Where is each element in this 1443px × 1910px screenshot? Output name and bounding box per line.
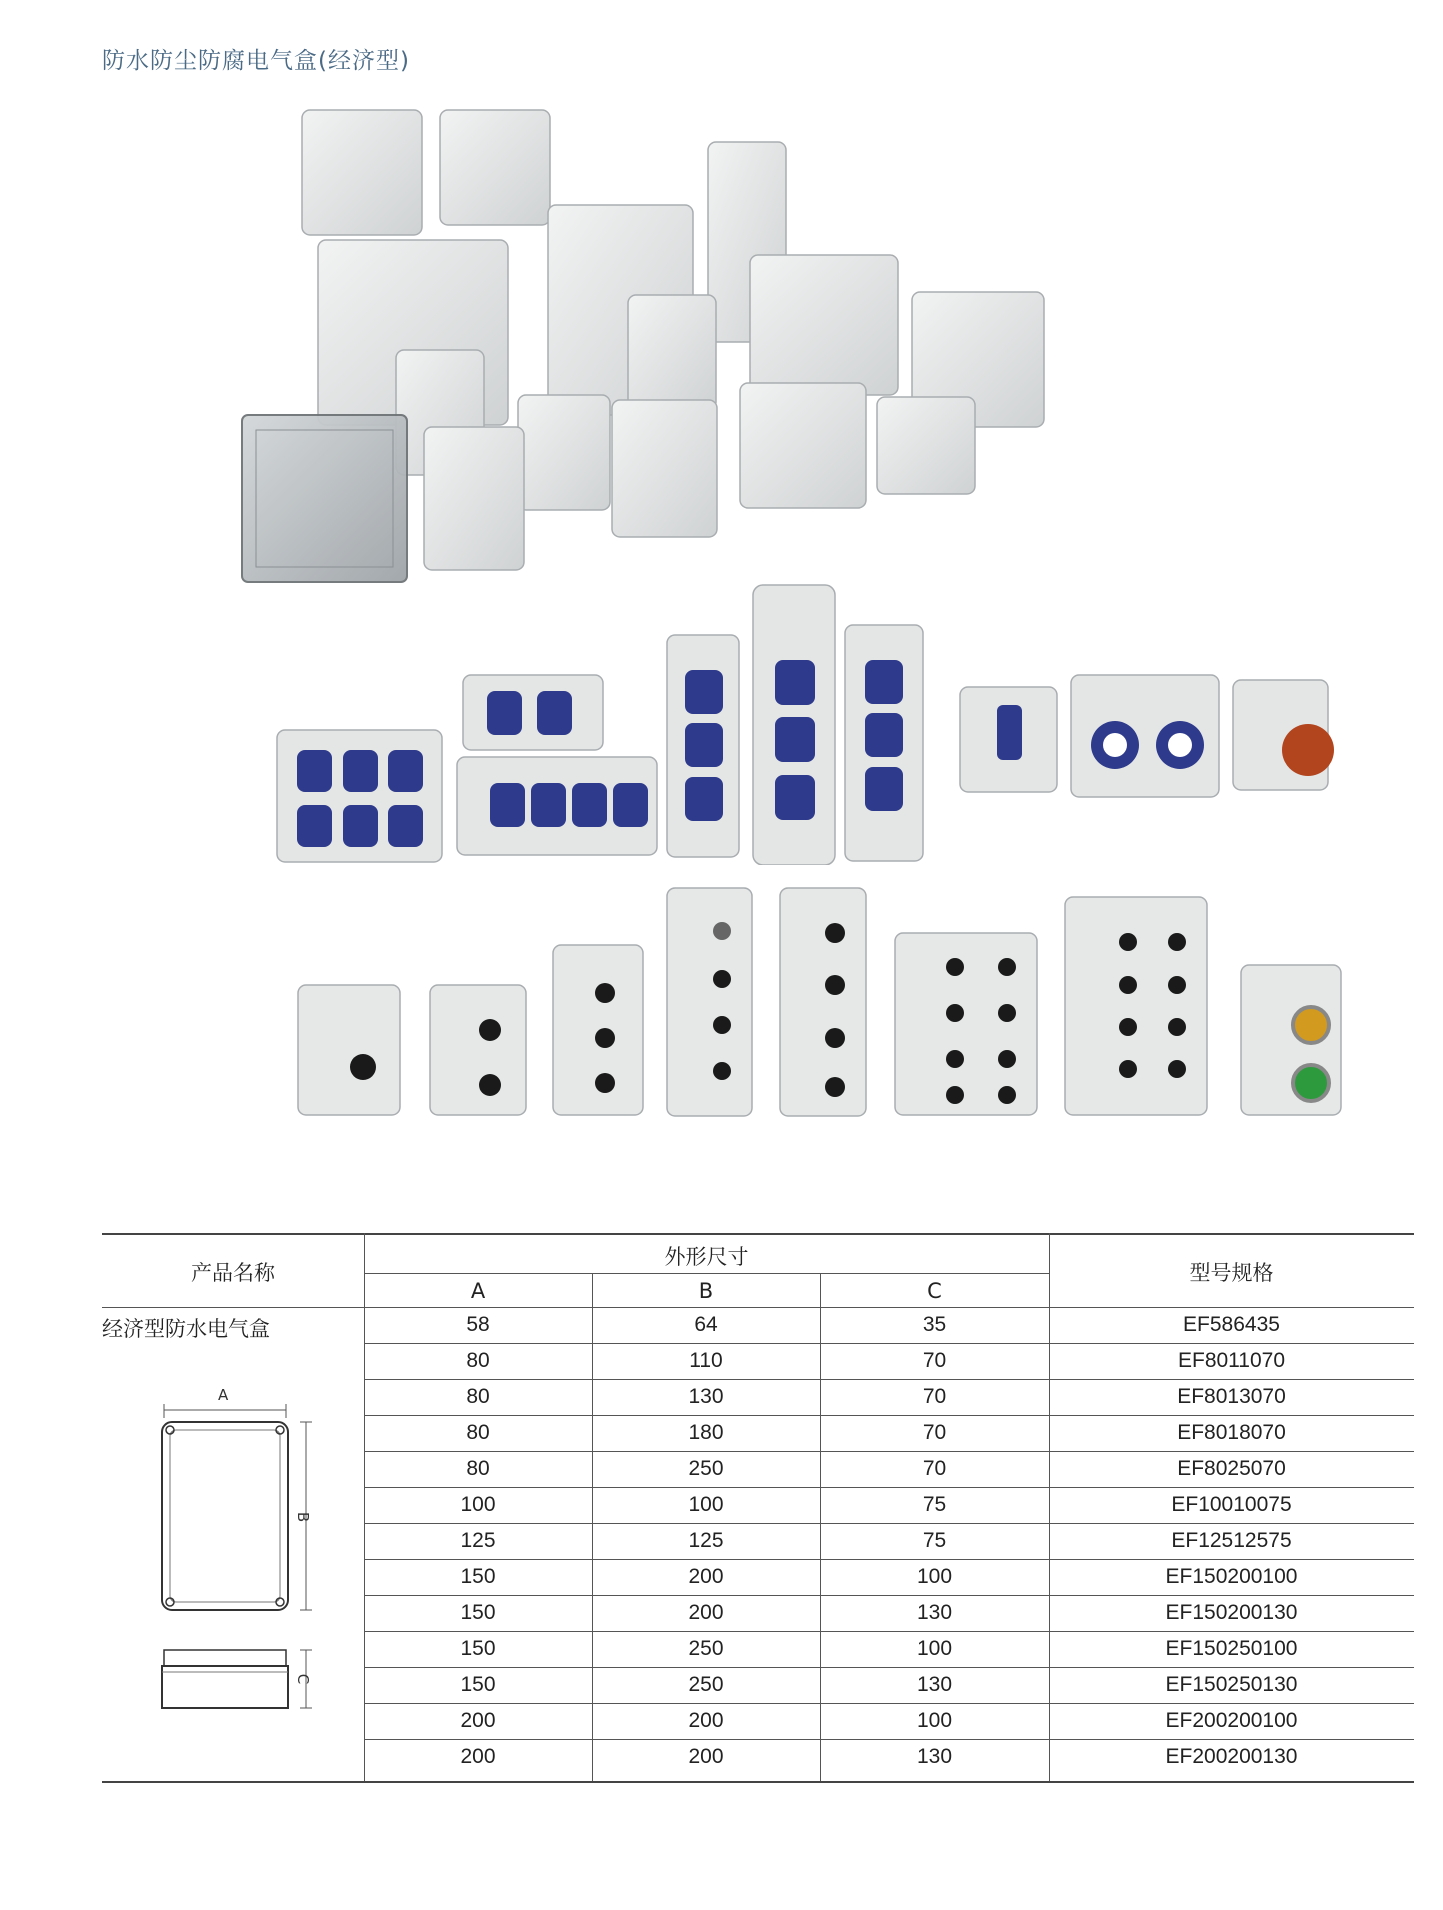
dimension-cell-c: 70 (922, 1457, 947, 1480)
dimension-cell-a: 80 (466, 1385, 490, 1408)
model-cell: EF8018070 (1177, 1421, 1286, 1444)
dimension-cell-a: 80 (466, 1421, 490, 1444)
page-title: 防水防尘防腐电气盒(经济型) (102, 48, 410, 74)
dimension-cell-c: 100 (916, 1565, 953, 1588)
model-cell: EF150250130 (1165, 1673, 1298, 1696)
dimension-cell-a: 200 (460, 1709, 496, 1732)
dimension-cell-b: 250 (688, 1457, 724, 1480)
dimension-cell-b: 200 (688, 1601, 724, 1624)
dimension-cell-a: 150 (460, 1673, 496, 1696)
dimension-cell-c: 100 (916, 1637, 953, 1660)
header-model: 型号规格 (1189, 1261, 1274, 1285)
header-col-b: B (698, 1279, 714, 1303)
model-cell: EF200200130 (1165, 1745, 1298, 1768)
model-cell: EF150200100 (1165, 1565, 1298, 1588)
dimension-cell-a: 150 (460, 1565, 496, 1588)
dimension-cell-b: 200 (688, 1745, 724, 1768)
dimension-cell-a: 200 (460, 1745, 496, 1768)
dimension-cell-b: 200 (688, 1709, 724, 1732)
header-col-c: C (927, 1279, 942, 1303)
dimension-cell-c: 75 (922, 1529, 947, 1552)
dimension-cell-c: 70 (922, 1385, 947, 1408)
dimension-cell-a: 58 (466, 1313, 490, 1336)
model-cell: EF12512575 (1171, 1529, 1292, 1552)
dim-label-b: B (294, 1511, 313, 1523)
dimension-cell-c: 75 (922, 1493, 947, 1516)
model-cell: EF200200100 (1165, 1709, 1298, 1732)
dimension-cell-c: 130 (916, 1673, 953, 1696)
model-cell: EF10010075 (1171, 1493, 1292, 1516)
model-cell: EF8013070 (1177, 1385, 1286, 1408)
dimension-cell-a: 150 (460, 1637, 496, 1660)
dimension-cell-a: 100 (460, 1493, 496, 1516)
dimension-cell-b: 125 (688, 1529, 724, 1552)
dimension-cell-c: 70 (922, 1349, 947, 1372)
model-cell: EF8025070 (1177, 1457, 1286, 1480)
dimension-cell-c: 100 (916, 1709, 953, 1732)
dimension-cell-a: 125 (460, 1529, 496, 1552)
pushbutton-boxes-photo (295, 885, 1365, 1125)
dimension-cell-a: 150 (460, 1601, 496, 1624)
dimension-cell-c: 35 (922, 1313, 947, 1336)
dimension-cell-a: 80 (466, 1457, 490, 1480)
dim-label-c: C (294, 1673, 313, 1685)
model-cell: EF8011070 (1177, 1349, 1286, 1372)
dimension-cell-b: 100 (688, 1493, 724, 1516)
dimension-cell-c: 70 (922, 1421, 947, 1444)
socket-boxes-photo (275, 555, 1355, 865)
enclosures-photo (230, 100, 1070, 600)
dimension-cell-b: 180 (688, 1421, 724, 1444)
header-product-name: 产品名称 (191, 1261, 275, 1285)
model-cell: EF586435 (1183, 1313, 1280, 1336)
dimension-cell-b: 130 (688, 1385, 724, 1408)
dimension-cell-b: 64 (694, 1313, 718, 1336)
product-name: 经济型防水电气盒 (102, 1317, 270, 1341)
dimension-cell-b: 110 (689, 1349, 723, 1372)
dimension-cell-a: 80 (466, 1349, 490, 1372)
dim-label-a: A (218, 1386, 229, 1404)
dimension-cell-b: 250 (688, 1673, 724, 1696)
model-cell: EF150200130 (1165, 1601, 1298, 1624)
dimension-cell-c: 130 (916, 1601, 953, 1624)
header-col-a: A (470, 1279, 486, 1303)
dimension-cell-b: 200 (688, 1565, 724, 1588)
dimension-cell-b: 250 (688, 1637, 724, 1660)
header-dimensions: 外形尺寸 (664, 1245, 749, 1269)
dimension-cell-c: 130 (916, 1745, 953, 1768)
model-cell: EF150250100 (1165, 1637, 1298, 1660)
